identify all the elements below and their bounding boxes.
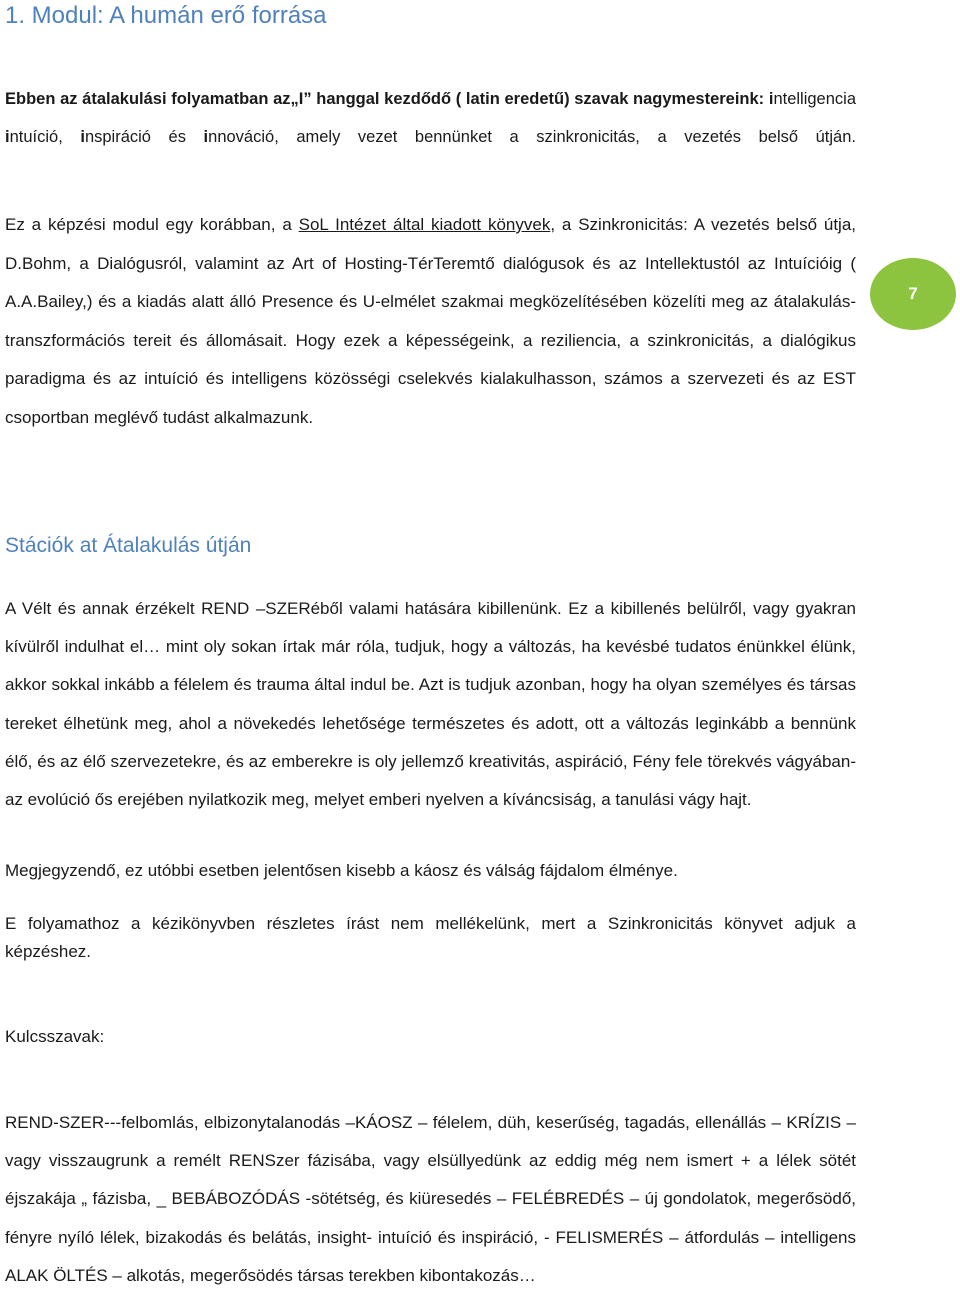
description-text-end: , a Szinkronicitás: A vezetés belső útja, D.Bohm, a Dialógusról, valamint az Art of Hosting-TérTeremtő dialógusok és az Intellektustól az Intuícióig ( A.A.Bailey,) és a kiadás alatt álló Presence és U-elmélet szakmai megközelítésében közelíti meg az átalakulás-transzformációs tereit és állomásait. Hogy ezek a képességeink, a reziliencia, a szinkronicitás, a dialógikus paradigma és az intuíció és intelligens közösségi cselekvés kialakulhasson, számos a szervezeti és az EST csoportban meglévő tudást alkalmazunk.	[5, 215, 857, 427]
keywords-paragraph: REND-SZER---felbomlás, elbizonytalanodás –KÁOSZ – félelem, düh, keserűség, tagadás, ellenállás – KRÍZIS – vagy visszaugrunk a remélt RENSzer fázisába, vagy elsüllyedünk az eddig még nem ismert + a lélek sötét éjszakája „ fázisba, _ BEBÁBOZÓDÁS -sötétség, és kiüresedés – FELÉBREDÉS – új gondolatok, megerősödő, fényre nyíló lélek, bizakodás és belátás, insight- intuíció és inspiráció, - FELISMERÉS – átfordulás – intelligens ALAK ÖLTÉS – alkotás, megerősödés társas terekben kibontakozás…	[5, 1113, 856, 1285]
module-description-paragraph	[5, 206, 856, 437]
note-paragraph: Megjegyzendő, ez utóbbi esetben jelentősen kisebb a káosz és válság fájdalom élménye.	[5, 861, 678, 880]
handbook-paragraph: E folyamathoz a kézikönyvben részletes írást nem mellékelünk, mert a Szinkronicitás könyvet adjuk a képzéshez.	[5, 914, 856, 961]
page-number-badge: 7	[870, 258, 956, 330]
intro-text-d: ntuíció,	[9, 128, 81, 146]
module-heading: 1. Modul: A humán erő forrása	[5, 2, 327, 29]
transformation-paragraph: A Vélt és annak érzékelt REND –SZERéből valami hatására kibillenünk. Ez a kibillenés belülről, vagy gyakran kívülről indulhat el… mint oly sokan írtak már róla, tudjuk, hogy a változás, ha kevésbé tudatos énünkkel élünk, akkor sokkal inkább a félelem és trauma által indul be. Azt is tudjuk azonban, hogy ha olyan személyes és társas tereket élhetünk meg, ahol a növekedés lehetősége természetes és adott, ott a változás leginkább a bennünk élő, és az élő szervezetekre, és az emberekre is oly jellemző kreativitás, aspiráció, Fény fele törekvés vágyában- az evolúció ős erejében nyilatkozik meg, melyet emberi nyelven a kíváncsiság, a tanulási vágy hajt.	[5, 599, 856, 810]
section-heading: Stációk at Átalakulás útján	[5, 534, 252, 557]
intro-text-f: nspiráció és	[84, 128, 204, 146]
intro-text-c: i	[5, 128, 10, 146]
intro-text-a: Ebben az átalakulási folyamatban az„I” hanggal kezdődő ( latin eredetű) szavak nagymestereink: i	[5, 90, 774, 108]
intro-text-h: nnováció, amely vezet bennünket a szinkronicitás, a vezetés belső útján.	[208, 128, 856, 146]
intro-text-g: i	[203, 128, 209, 146]
description-text-start: Ez a képzési modul egy korábban, a	[5, 215, 299, 234]
intro-paragraph	[5, 80, 856, 156]
sol-books-link[interactable]: SoL Intézet által kiadott könyvek	[298, 215, 551, 234]
intro-text-e: i	[80, 128, 85, 146]
keywords-label: Kulcsszavak:	[5, 1027, 105, 1046]
intro-text-b: ntelligencia	[773, 90, 856, 108]
